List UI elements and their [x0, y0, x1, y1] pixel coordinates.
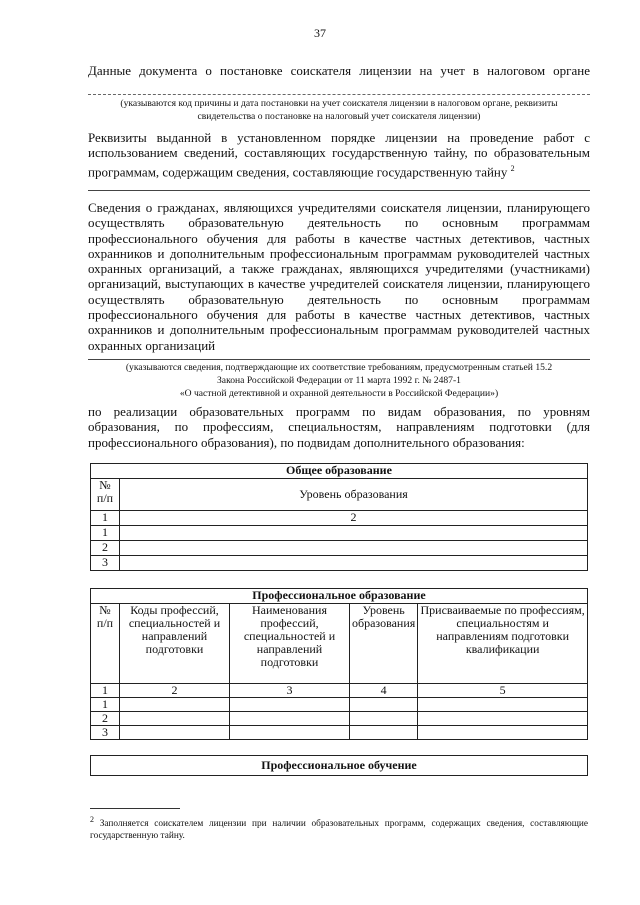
- column-header: Уровень образования: [350, 604, 418, 684]
- caption-line: «О частной детективной и охранной деятельности в Российской Федерации»): [179, 388, 499, 399]
- column-header: № п/п: [91, 604, 120, 684]
- footnote-mark: 2: [90, 815, 94, 824]
- footnote-divider: [90, 808, 180, 809]
- professional-education-table: [90, 588, 588, 740]
- column-header: Присваиваемые по профессиям, специальностям и направлениям подготовки квалификации: [418, 604, 588, 684]
- empty-cell[interactable]: [120, 526, 588, 541]
- row-number: 2: [91, 541, 120, 556]
- tax-registration-caption: (указываются код причины и дата постановки на учет соискателя лицензии в налоговом органе, реквизиты свидетельства о постановке на налоговый учет соискателя лицензии): [120, 98, 558, 122]
- row-number: 3: [91, 726, 120, 740]
- column-number: 4: [350, 684, 418, 698]
- empty-cell[interactable]: [418, 712, 588, 726]
- empty-cell[interactable]: [350, 726, 418, 740]
- caption-line: (указываются сведения, подтверждающие их соответствие требованиям, предусмотренным статьей 15.2: [125, 362, 553, 373]
- founders-info-label: Сведения о гражданах, являющихся учредителями соискателя лицензии, планирующего осуществлять образовательную деятельность по основным программам профессионального обучения для работы в качестве частных детективов, частных охранников и дополнительным профессиональным программам руководителей частных охранных организаций, а также гражданах, являющихся учредителями (участниками) организаций, выступающих в качестве учредителей соискателя лицензии, планирующего осуществлять образовательную деятельность по основным программам профессионального обучения для работы в качестве частных детективов, частных охранников и дополнительным профессиональным программам руководителей частных охранных организаций: [88, 200, 590, 353]
- empty-cell[interactable]: [350, 712, 418, 726]
- empty-cell[interactable]: [418, 726, 588, 740]
- row-number: 1: [91, 526, 120, 541]
- row-number: 1: [91, 698, 120, 712]
- column-number: 1: [91, 511, 120, 526]
- license-details-text: Реквизиты выданной в установленном порядке лицензии на проведение работ с использованием сведений, составляющих государственную тайну, по образовательным программам, содержащим сведения, составляющие государственную тайну: [88, 130, 590, 179]
- column-header: № п/п: [91, 479, 120, 511]
- column-header: Коды профессий, специальностей и направлений подготовки: [120, 604, 230, 684]
- column-header: Уровень образования: [120, 479, 588, 511]
- page-number: 37: [314, 26, 326, 40]
- column-header: Наименования профессий, специальностей и направлений подготовки: [230, 604, 350, 684]
- programs-label: по реализации образовательных программ по видам образования, по уровням образования, по профессиям, специальностям, направлениям подготовки (для профессионального образования), по подвидам дополнительного образования:: [88, 404, 590, 450]
- table-row: [91, 698, 588, 712]
- table-title: Общее образование: [91, 464, 588, 479]
- row-number: 2: [91, 712, 120, 726]
- empty-cell[interactable]: [120, 556, 588, 571]
- empty-cell[interactable]: [120, 726, 230, 740]
- fill-line: [88, 94, 590, 95]
- empty-cell[interactable]: [230, 712, 350, 726]
- table-title: Профессиональное образование: [91, 589, 588, 604]
- table-row: [91, 712, 588, 726]
- empty-cell[interactable]: [230, 726, 350, 740]
- column-number: 3: [230, 684, 350, 698]
- fill-line: [88, 190, 590, 191]
- table-title: Профессиональное обучение: [91, 756, 588, 776]
- empty-cell[interactable]: [120, 541, 588, 556]
- founders-caption: [88, 361, 590, 400]
- row-number: 3: [91, 556, 120, 571]
- empty-cell[interactable]: [230, 698, 350, 712]
- table-row: [91, 726, 588, 740]
- column-number: 5: [418, 684, 588, 698]
- column-number: 2: [120, 684, 230, 698]
- fill-line: [88, 359, 590, 360]
- empty-cell[interactable]: [120, 698, 230, 712]
- license-details-label: [88, 130, 590, 179]
- empty-cell[interactable]: [350, 698, 418, 712]
- table-row: [91, 556, 588, 571]
- footnote-ref: 2: [510, 163, 515, 173]
- empty-cell[interactable]: [418, 698, 588, 712]
- column-number: 2: [120, 511, 588, 526]
- tax-registration-label: Данные документа о постановке соискателя лицензии на учет в налоговом органе: [88, 63, 590, 78]
- column-number: 1: [91, 684, 120, 698]
- footnote-text: Заполняется соискателем лицензии при наличии образовательных программ, содержащих сведения, составляющие государственную тайну.: [90, 819, 588, 842]
- footnote: [90, 814, 588, 842]
- general-education-table: [90, 463, 588, 571]
- caption-line: Закона Российской Федерации от 11 марта 1992 г. № 2487-1: [217, 375, 461, 386]
- empty-cell[interactable]: [120, 712, 230, 726]
- professional-training-table: [90, 755, 588, 776]
- table-row: [91, 526, 588, 541]
- table-row: [91, 541, 588, 556]
